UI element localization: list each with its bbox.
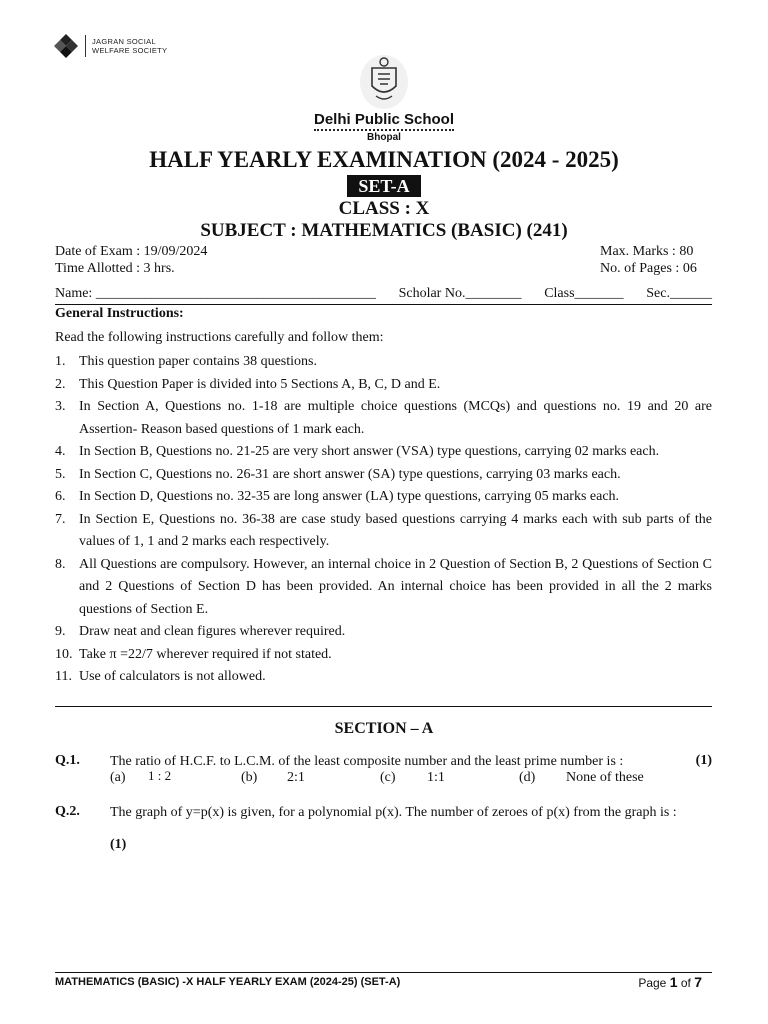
subject-line: SUBJECT : MATHEMATICS (BASIC) (241)	[200, 220, 568, 241]
question-marks: (1)	[110, 837, 127, 852]
question-number: Q.1.	[55, 753, 80, 768]
time-allotted: Time Allotted : 3 hrs.	[55, 261, 175, 276]
name-field[interactable]: Name: ________________________________________	[55, 286, 376, 301]
sec-field[interactable]: Sec.______	[646, 286, 712, 301]
instruction-item: 4. In Section B, Questions no. 21-25 are very short answer (VSA) type questions, carrying 02 marks each.	[55, 444, 660, 459]
meta-row-1	[55, 244, 712, 260]
instructions-list	[55, 351, 712, 689]
instruction-item: 8. All Questions are compulsory. However, an internal choice in 2 Question of Section B, 2 Questions of Section C and 2 Questions of Section D has been provided. An internal choice has been provided in all the 2 marks questions of Section E.	[55, 556, 712, 617]
divider-top	[55, 304, 712, 305]
instruction-item: 6. In Section D, Questions no. 32-35 are long answer (LA) type questions, carrying 05 marks each.	[55, 489, 620, 504]
exam-title: HALF YEARLY EXAMINATION (2024 - 2025)	[149, 147, 619, 172]
instruction-item: 3. In Section A, Questions no. 1-18 are multiple choice questions (MCQs) and questions no. 19 and 20 are Assertion- Reason based questions of 1 mark each.	[55, 399, 712, 437]
instructions-intro: Read the following instructions carefully and follow them:	[55, 330, 384, 345]
student-fields-row	[55, 286, 712, 302]
question-text: The graph of y=p(x) is given, for a polynomial p(x). The number of zeroes of p(x) from the graph is :	[110, 805, 677, 820]
date-of-exam: Date of Exam : 19/09/2024	[55, 244, 208, 259]
option-label: (c)	[380, 770, 396, 785]
section-a-heading: SECTION – A	[334, 720, 434, 737]
option-label: (d)	[519, 770, 536, 785]
option-value[interactable]: 1:1	[427, 770, 445, 785]
instructions-heading: General Instructions:	[55, 306, 184, 321]
class-field[interactable]: Class_______	[544, 286, 624, 301]
class-line: CLASS : X	[338, 198, 430, 219]
option-value[interactable]: None of these	[566, 770, 644, 785]
meta-row-2	[55, 261, 712, 277]
instruction-item: 1. This question paper contains 38 questions.	[55, 354, 317, 369]
instruction-item: 5. In Section C, Questions no. 26-31 are short answer (SA) type questions, carrying 03 marks each.	[55, 466, 621, 482]
option-label: (b)	[241, 770, 258, 785]
instruction-item: 7. In Section E, Questions no. 36-38 are case study based questions carrying 4 marks each with sub parts of the values of 1, 1 and 2 marks each respectively.	[55, 511, 712, 549]
question-marks: (1)	[695, 753, 712, 768]
divider-instructions	[55, 706, 712, 707]
instruction-item: 2. This Question Paper is divided into 5 Sections A, B, C, D and E.	[55, 376, 441, 392]
set-badge: SET-A	[347, 175, 421, 197]
option-value[interactable]: 2:1	[287, 770, 305, 785]
page-indicator: Page 1 of 7	[638, 974, 702, 990]
option-value[interactable]: 1 : 2	[148, 768, 172, 783]
school-emblem-icon	[358, 52, 410, 110]
school-block	[0, 52, 768, 143]
max-marks: Max. Marks : 80	[600, 244, 694, 259]
instruction-item: 11. Use of calculators is not allowed.	[55, 669, 266, 684]
instruction-item: 9. Draw neat and clean figures wherever required.	[55, 624, 346, 639]
question-number: Q.2.	[55, 804, 80, 819]
school-city: Bhopal	[367, 132, 401, 143]
no-of-pages: No. of Pages : 06	[600, 261, 697, 276]
org-name: JAGRAN SOCIAL WELFARE SOCIETY	[92, 37, 168, 55]
instruction-item: 10. Take π =22/7 wherever required if not stated.	[55, 646, 332, 662]
question-text: The ratio of H.C.F. to L.C.M. of the least composite number and the least prime number is :	[110, 754, 624, 769]
scholar-no-field[interactable]: Scholar No.________	[398, 286, 522, 301]
school-name: Delhi Public School	[314, 111, 454, 131]
footer-divider	[55, 972, 712, 973]
footer-title: MATHEMATICS (BASIC) -X HALF YEARLY EXAM (2024-25) (SET-A)	[55, 976, 401, 988]
option-label: (a)	[110, 770, 126, 785]
